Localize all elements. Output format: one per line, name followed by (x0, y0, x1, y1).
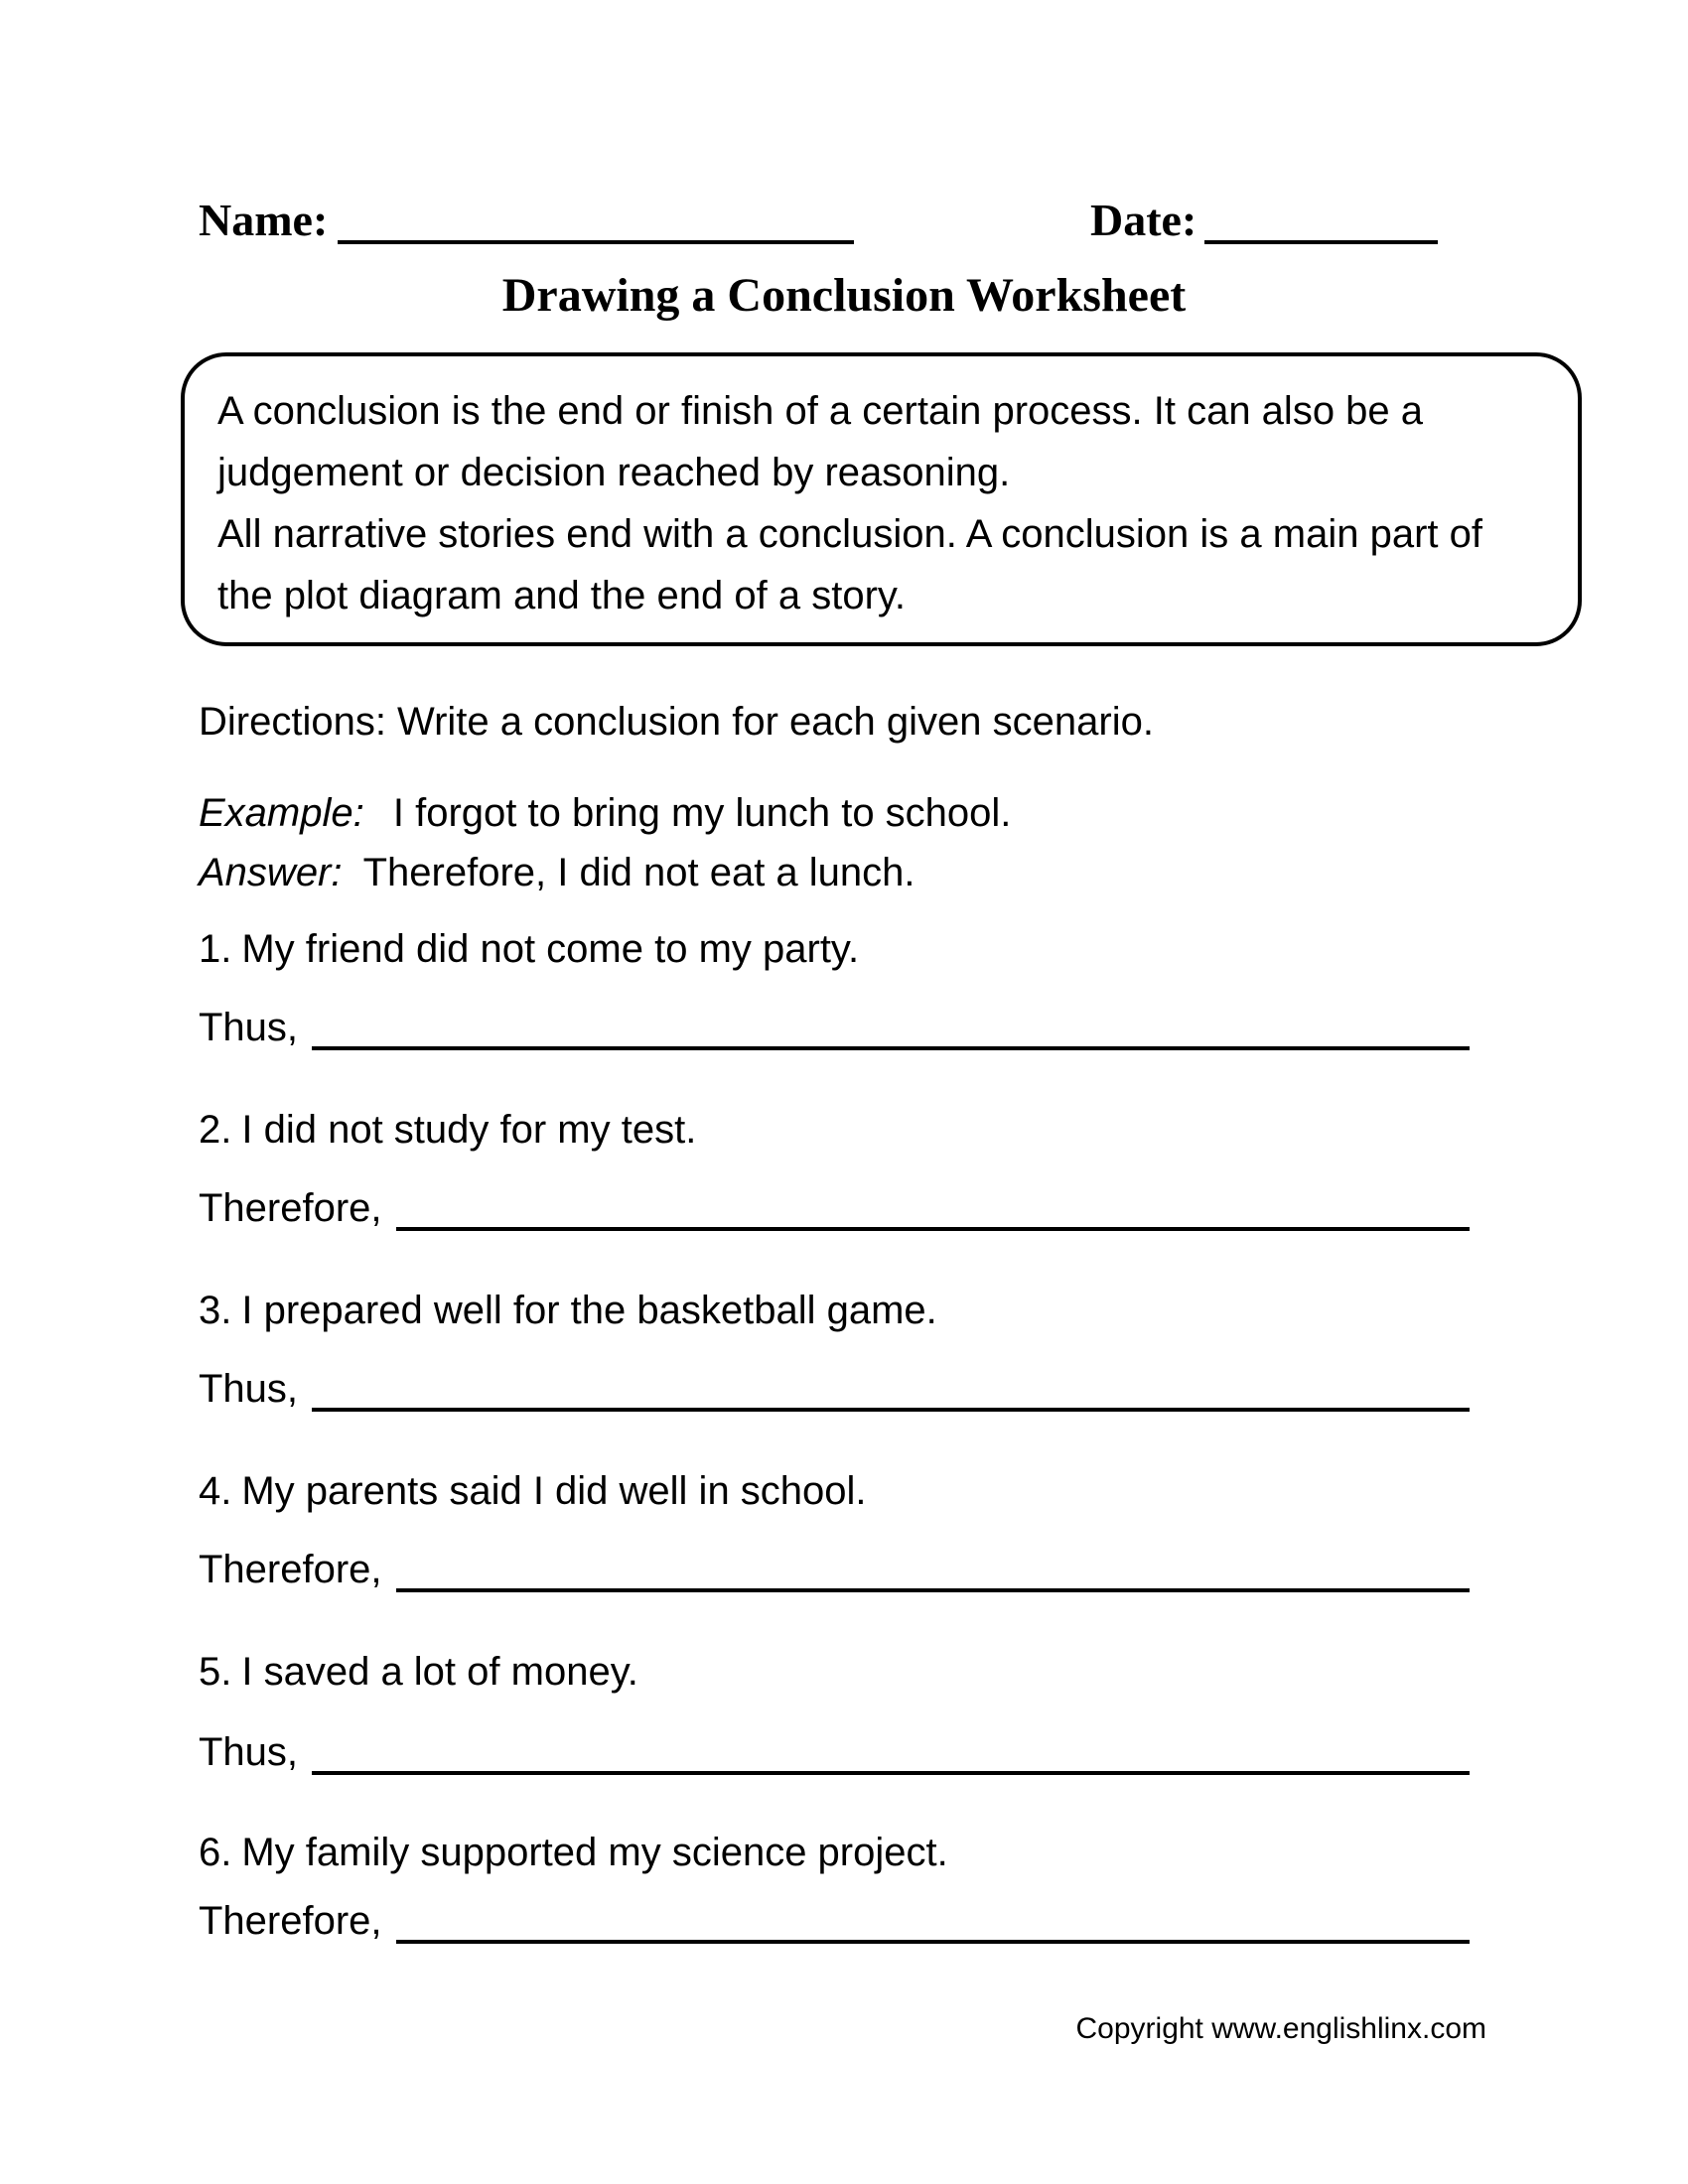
definition-line: All narrative stories end with a conclusion. A conclusion is a main part of (217, 512, 1482, 556)
definition-line: the plot diagram and the end of a story. (217, 574, 907, 617)
answer-line (199, 849, 915, 896)
definition-line: judgement or decision reached by reasoning. (217, 451, 1011, 494)
conclusion-blank-row-4 (199, 1547, 1470, 1592)
scenario-number: 2. (199, 1108, 232, 1152)
name-field-row (199, 197, 854, 244)
scenario-text: My parents said I did well in school. (241, 1469, 867, 1513)
name-label: Name: (199, 195, 329, 245)
definition-box (181, 352, 1582, 646)
answer-fill-line-6[interactable] (396, 1900, 1470, 1944)
conclusion-blank-row-1 (199, 1005, 1470, 1050)
scenario-number: 4. (199, 1469, 232, 1513)
example-line (199, 789, 1011, 837)
scenario-text: I did not study for my test. (241, 1108, 697, 1152)
starter-word: Therefore, (199, 1548, 382, 1591)
answer-fill-line-1[interactable] (312, 1007, 1470, 1050)
answer-text: Therefore, I did not eat a lunch. (362, 851, 915, 894)
answer-fill-line-4[interactable] (396, 1549, 1470, 1592)
answer-label: Answer: (199, 851, 343, 894)
copyright-text: Copyright www.englishlinx.com (1075, 2012, 1486, 2045)
date-fill-line[interactable] (1204, 197, 1438, 244)
scenario-number: 6. (199, 1831, 232, 1874)
date-label: Date: (1090, 195, 1197, 245)
scenario-text: I prepared well for the basketball game. (241, 1289, 937, 1332)
starter-word: Thus, (199, 1730, 299, 1774)
answer-fill-line-3[interactable] (312, 1368, 1470, 1412)
scenario-text: My family supported my science project. (241, 1831, 948, 1874)
answer-fill-line-2[interactable] (396, 1187, 1470, 1231)
starter-word: Therefore, (199, 1899, 382, 1943)
scenario-sentence-2 (199, 1106, 696, 1154)
scenario-text: My friend did not come to my party. (241, 927, 860, 971)
scenario-sentence-6 (199, 1829, 948, 1876)
starter-word: Therefore, (199, 1186, 382, 1230)
conclusion-blank-row-6 (199, 1898, 1470, 1944)
date-field-row (1090, 197, 1438, 244)
conclusion-blank-row-2 (199, 1185, 1470, 1231)
scenario-number: 3. (199, 1289, 232, 1332)
page-title: Drawing a Conclusion Worksheet (501, 269, 1187, 322)
definition-line: A conclusion is the end or finish of a certain process. It can also be a (217, 389, 1424, 433)
scenario-number: 5. (199, 1650, 232, 1694)
scenario-sentence-4 (199, 1467, 867, 1515)
starter-word: Thus, (199, 1006, 299, 1049)
scenario-number: 1. (199, 927, 232, 971)
scenario-text: I saved a lot of money. (241, 1650, 638, 1694)
example-label: Example: (199, 791, 364, 835)
directions-text: Directions: Write a conclusion for each given scenario. (199, 700, 1154, 744)
scenario-sentence-5 (199, 1648, 638, 1696)
example-text: I forgot to bring my lunch to school. (392, 791, 1012, 835)
scenario-sentence-3 (199, 1287, 937, 1334)
name-fill-line[interactable] (338, 197, 854, 244)
conclusion-blank-row-3 (199, 1366, 1470, 1412)
starter-word: Thus, (199, 1367, 299, 1411)
conclusion-blank-row-5 (199, 1729, 1470, 1775)
scenario-sentence-1 (199, 925, 859, 973)
answer-fill-line-5[interactable] (312, 1731, 1470, 1775)
